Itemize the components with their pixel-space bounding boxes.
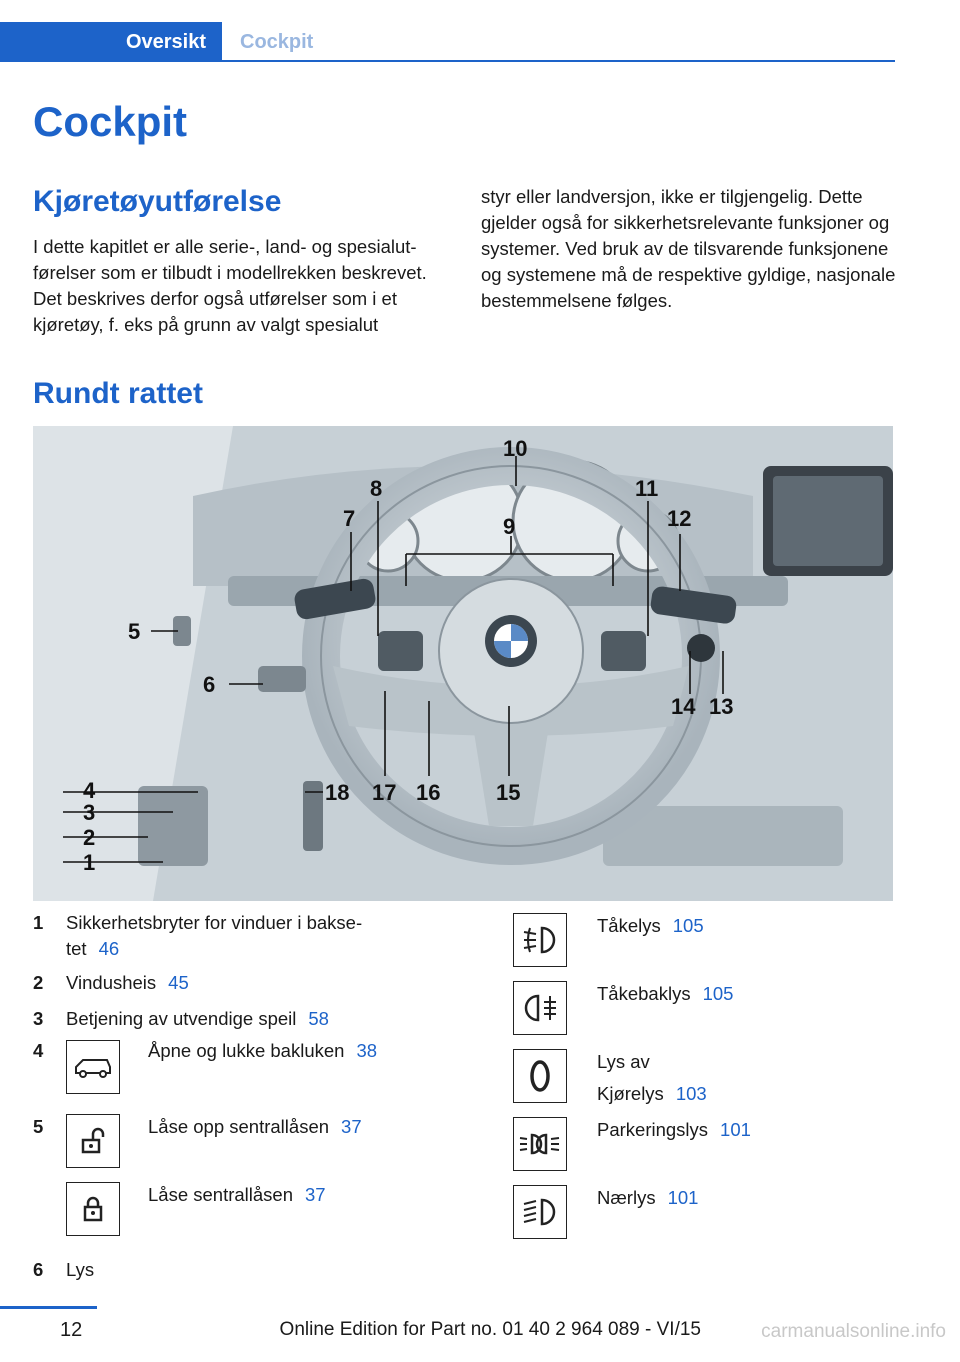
legend-text-secondary: Kjørelys: [597, 1083, 664, 1104]
callout-16: 16: [416, 780, 441, 805]
rear-fog-light-icon: [513, 981, 567, 1035]
callout-11: 11: [635, 476, 659, 501]
tab-cockpit[interactable]: Cockpit: [240, 30, 314, 53]
start-stop-button: [687, 634, 715, 662]
legend-text: Lys av: [597, 1051, 650, 1072]
left-wheel-buttons: [378, 631, 423, 671]
page-reference[interactable]: 101: [667, 1187, 699, 1208]
callout-12: 12: [667, 506, 692, 531]
page-reference[interactable]: 103: [675, 1083, 707, 1104]
legend-text: Parkeringslys: [597, 1119, 709, 1140]
legend-text: Tåkelys: [597, 915, 661, 936]
callout-8: 8: [370, 476, 383, 501]
legend-left: [33, 910, 453, 1287]
legend-item-low-beam: [513, 1185, 893, 1245]
legend-text: Låse opp sentrallåsen: [148, 1116, 330, 1137]
legend-item-lights-off: [513, 1049, 893, 1117]
footer-rule: [0, 1306, 97, 1309]
section-heading-steering-wheel: Rundt rattet: [33, 377, 203, 410]
parking-light-icon: [513, 1117, 567, 1171]
page-reference[interactable]: 101: [720, 1119, 751, 1140]
legend-item-front-fog: [513, 913, 893, 981]
page-reference[interactable]: 38: [356, 1040, 378, 1061]
chapter-tabs: [0, 22, 895, 62]
legend-text: Betjening av utvendige speil: [66, 1008, 297, 1029]
tab-oversikt[interactable]: Oversikt: [0, 22, 222, 62]
intro-text-right: styr eller landversjon, ikke er tilgjengelig. Dette gjelder også for sikkerhetsrelevante funksjoner og systemer. Ved bruk av de tilsvarende funksjonene og systemene må de respektive gyldige, nasjonale bestemmelsene følges.: [481, 186, 896, 311]
callout-18: 18: [325, 780, 350, 805]
front-fog-light-icon: [513, 913, 567, 967]
tailgate-icon: [66, 1040, 120, 1094]
legend-text: Nærlys: [597, 1187, 656, 1208]
legend-right: [513, 910, 893, 1242]
page-reference[interactable]: 58: [308, 1008, 329, 1029]
legend-text: Åpne og lukke bakluken: [148, 1040, 345, 1061]
legend-number: 1: [33, 912, 44, 933]
center-display-screen: [773, 476, 883, 566]
unlock-icon: [66, 1114, 120, 1168]
callout-9: 9: [503, 514, 516, 539]
intro-text-left: I dette kapitlet er alle serie-, land- og spesialutførelser som er tilbudt i modellrekken beskrevet. Det beskrives derfor også utførelser som i et kjøretøy, f. eks på grunn av valgt spesialut: [33, 236, 427, 335]
legend-number: 6: [33, 1259, 44, 1280]
legend-item-3: [33, 1006, 453, 1038]
legend-item-5b: [33, 1182, 453, 1258]
low-beam-icon: [513, 1185, 567, 1239]
legend-text: Vindusheis: [66, 972, 157, 993]
page-reference[interactable]: 46: [98, 938, 120, 959]
legend-text: Sikkerhetsbryter for vinduer i baksetet: [66, 912, 363, 959]
legend-item-5: [33, 1114, 453, 1182]
legend-text: Lys: [66, 1259, 95, 1280]
page-reference[interactable]: 45: [168, 972, 189, 993]
page-reference[interactable]: 105: [672, 915, 704, 936]
legend-item-4: [33, 1038, 453, 1106]
callout-14: 14: [671, 694, 696, 719]
callout-5: 5: [128, 619, 141, 644]
legend-item-parking: [513, 1117, 893, 1185]
callout-7: 7: [343, 506, 356, 531]
callout-13: 13: [709, 694, 734, 719]
legend-text: Tåkebaklys: [597, 983, 691, 1004]
legend-number: 2: [33, 972, 44, 993]
watermark: carmanualsonline.info: [761, 1321, 946, 1342]
section-heading-vehicle-version: Kjøretøyutførelse: [33, 185, 282, 218]
callout-1: 1: [83, 850, 96, 875]
right-wheel-buttons: [601, 631, 646, 671]
page-title: Cockpit: [33, 98, 188, 145]
callout-3: 3: [83, 800, 96, 825]
page-reference[interactable]: 37: [305, 1184, 326, 1205]
legend-item-6: [33, 1257, 453, 1287]
lock-icon: [66, 1182, 120, 1236]
legend-item-rear-fog: [513, 981, 893, 1049]
legend-text: Låse sentrallåsen: [148, 1184, 294, 1205]
callout-2: 2: [83, 825, 96, 850]
legend-number: 4: [33, 1040, 44, 1061]
callout-6: 6: [203, 672, 216, 697]
legend-item-2: [33, 970, 453, 1006]
callout-15: 15: [496, 780, 521, 805]
legend-number: 5: [33, 1116, 44, 1137]
callout-10: 10: [503, 436, 528, 461]
legend-item-1: [33, 910, 453, 962]
page-number: 12: [60, 1319, 83, 1341]
header-rule: [0, 60, 895, 62]
callout-17: 17: [372, 780, 397, 805]
steering-wheel-drawing: [33, 426, 893, 901]
cockpit-illustration: [33, 426, 893, 901]
callout-4: 4: [83, 778, 96, 803]
page-reference[interactable]: 105: [702, 983, 734, 1004]
edition-text: Online Edition for Part no. 01 40 2 964 089 - VI/15: [279, 1319, 701, 1340]
window-switch-panel: [138, 786, 208, 866]
legend-number: 3: [33, 1008, 44, 1029]
lights-off-icon: [513, 1049, 567, 1103]
page-reference[interactable]: 37: [341, 1116, 362, 1137]
light-switch: [258, 666, 306, 692]
